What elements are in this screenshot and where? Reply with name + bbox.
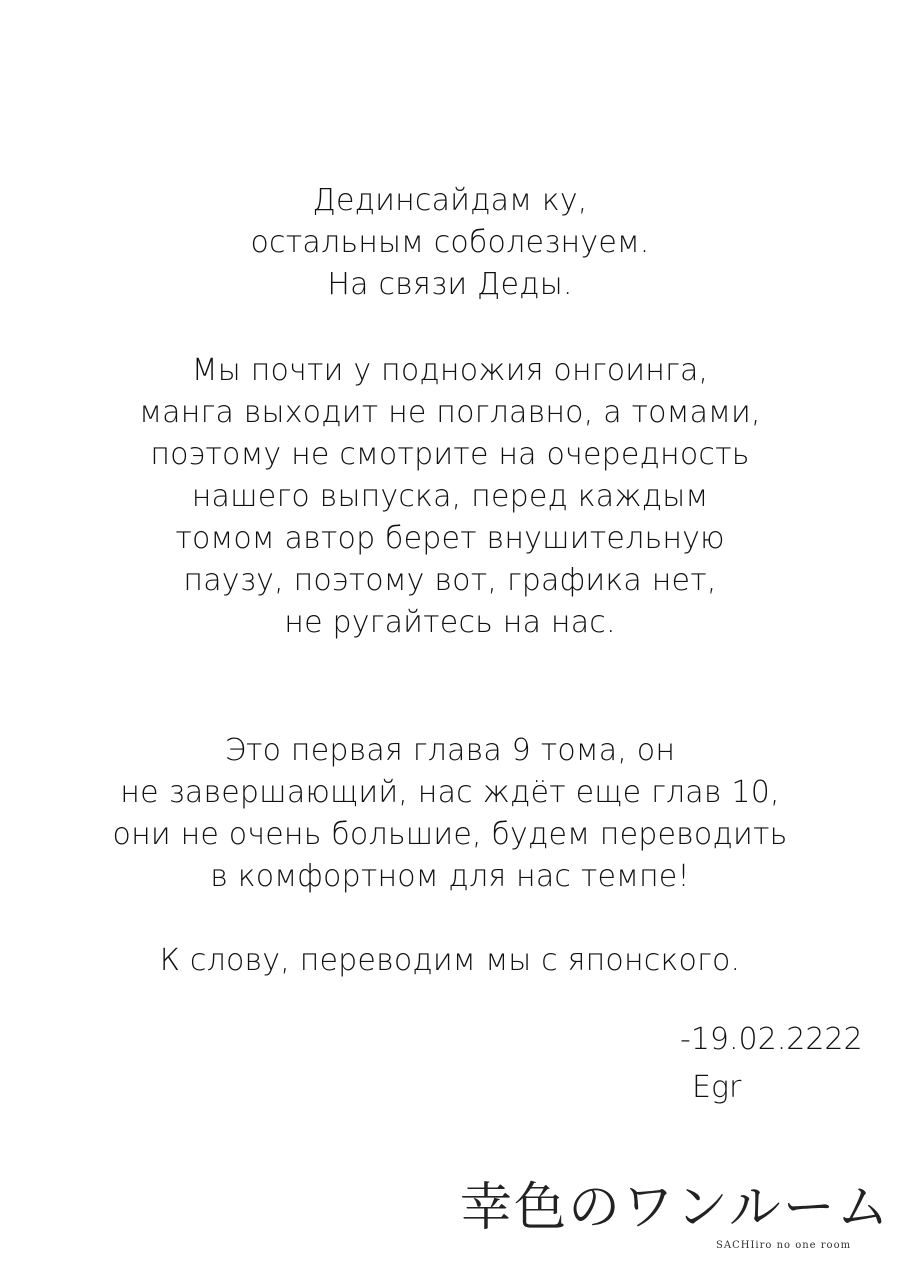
text-line: паузу, поэтому вот, графика нет, xyxy=(183,563,717,598)
paragraph-volume-info xyxy=(0,730,900,898)
paragraph-language-note xyxy=(0,940,900,982)
text-line: Мы почти у подножия онгоинга, xyxy=(191,353,709,388)
paragraph-greeting xyxy=(0,180,900,306)
text-line: не завершающий, нас ждёт еще глав 10, xyxy=(120,775,780,810)
text-line: нашего выпуска, перед каждым xyxy=(191,479,709,514)
text-line: Дединсайдам ку, xyxy=(312,183,588,218)
logo-title-english: SACHIiro no one room xyxy=(716,1240,852,1251)
signature-date: -19.02.2222 xyxy=(680,1022,863,1057)
text-line: томом автор берет внушительную xyxy=(175,521,725,556)
logo-title-japanese: 幸色のワンルーム xyxy=(460,1178,891,1238)
series-logo xyxy=(460,1178,891,1258)
text-line: они не очень большие, будем переводить xyxy=(112,817,788,852)
text-line: К слову, переводим мы с японского. xyxy=(159,943,741,978)
text-line: поэтому не смотрите на очередность xyxy=(150,437,750,472)
text-line: в комфортном для нас темпе! xyxy=(210,859,690,894)
text-line: манга выходит не поглавно, а томами, xyxy=(139,395,761,430)
text-line: На связи Деды. xyxy=(327,267,573,302)
signature-name: Egr xyxy=(692,1070,742,1105)
text-line: Это первая глава 9 тома, он xyxy=(224,733,676,768)
text-line: не ругайтесь на нас. xyxy=(284,605,616,640)
paragraph-release-info xyxy=(0,350,900,644)
text-line: остальным соболезнуем. xyxy=(250,225,650,260)
